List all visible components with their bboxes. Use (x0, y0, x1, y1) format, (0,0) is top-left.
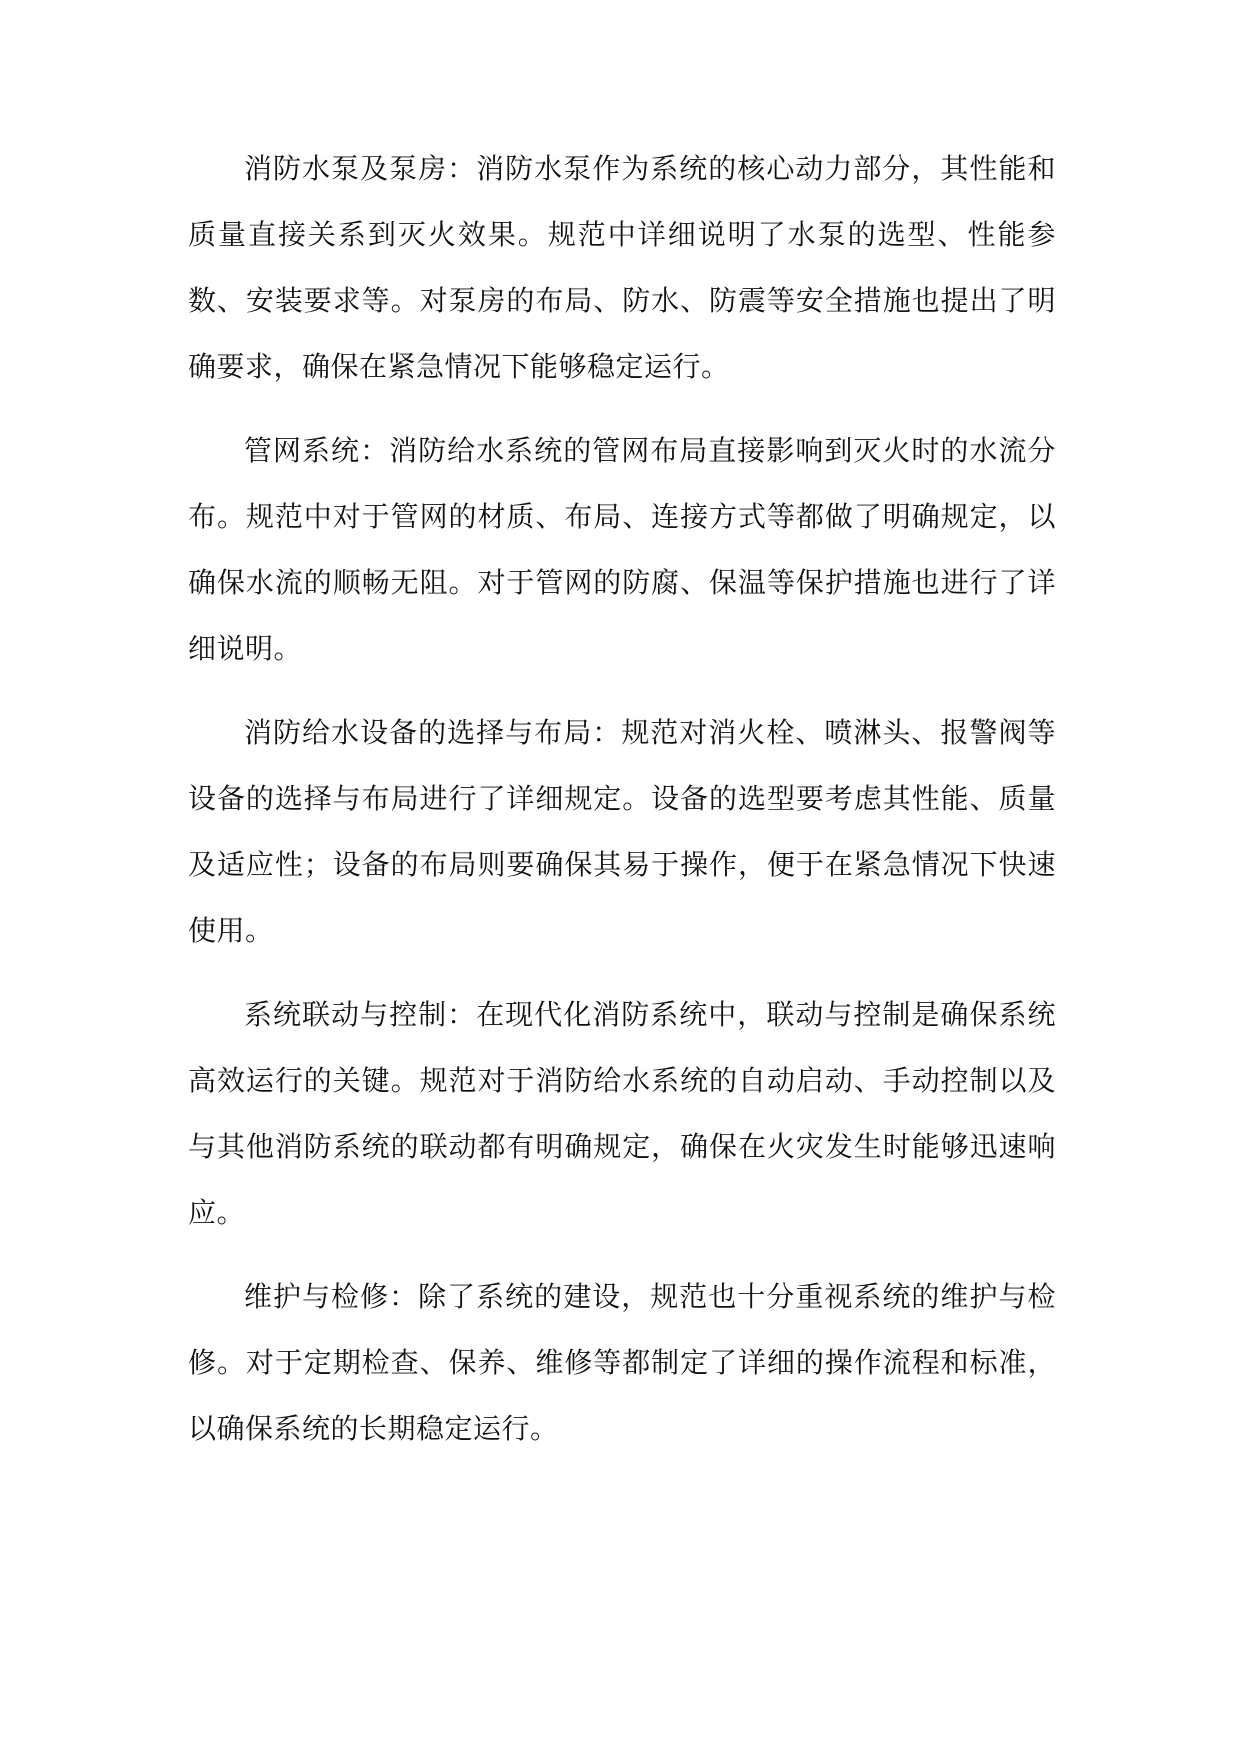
paragraph-linkage-control: 系统联动与控制：在现代化消防系统中，联动与控制是确保系统高效运行的关键。规范对于消防给水系统的自动启动、手动控制以及与其他消防系统的联动都有明确规定，确保在火灾发生时能够迅速响应。 (188, 998, 1056, 1229)
paragraph-fire-pump: 消防水泵及泵房：消防水泵作为系统的核心动力部分，其性能和质量直接关系到灭火效果。规范中详细说明了水泵的选型、性能参数、安装要求等。对泵房的布局、防水、防震等安全措施也提出了明确要求，确保在紧急情况下能够稳定运行。 (188, 152, 1056, 383)
paragraph-equipment-selection: 消防给水设备的选择与布局：规范对消火栓、喷淋头、报警阀等设备的选择与布局进行了详细规定。设备的选型要考虑其性能、质量及适应性；设备的布局则要确保其易于操作，便于在紧急情况下快速使用。 (188, 716, 1056, 947)
document-body (188, 136, 1056, 1480)
paragraph-pipe-network: 管网系统：消防给水系统的管网布局直接影响到灭火时的水流分布。规范中对于管网的材质、布局、连接方式等都做了明确规定，以确保水流的顺畅无阻。对于管网的防腐、保温等保护措施也进行了详细说明。 (188, 434, 1056, 665)
paragraph-maintenance: 维护与检修：除了系统的建设，规范也十分重视系统的维护与检修。对于定期检查、保养、维修等都制定了详细的操作流程和标准，以确保系统的长期稳定运行。 (188, 1280, 1056, 1445)
